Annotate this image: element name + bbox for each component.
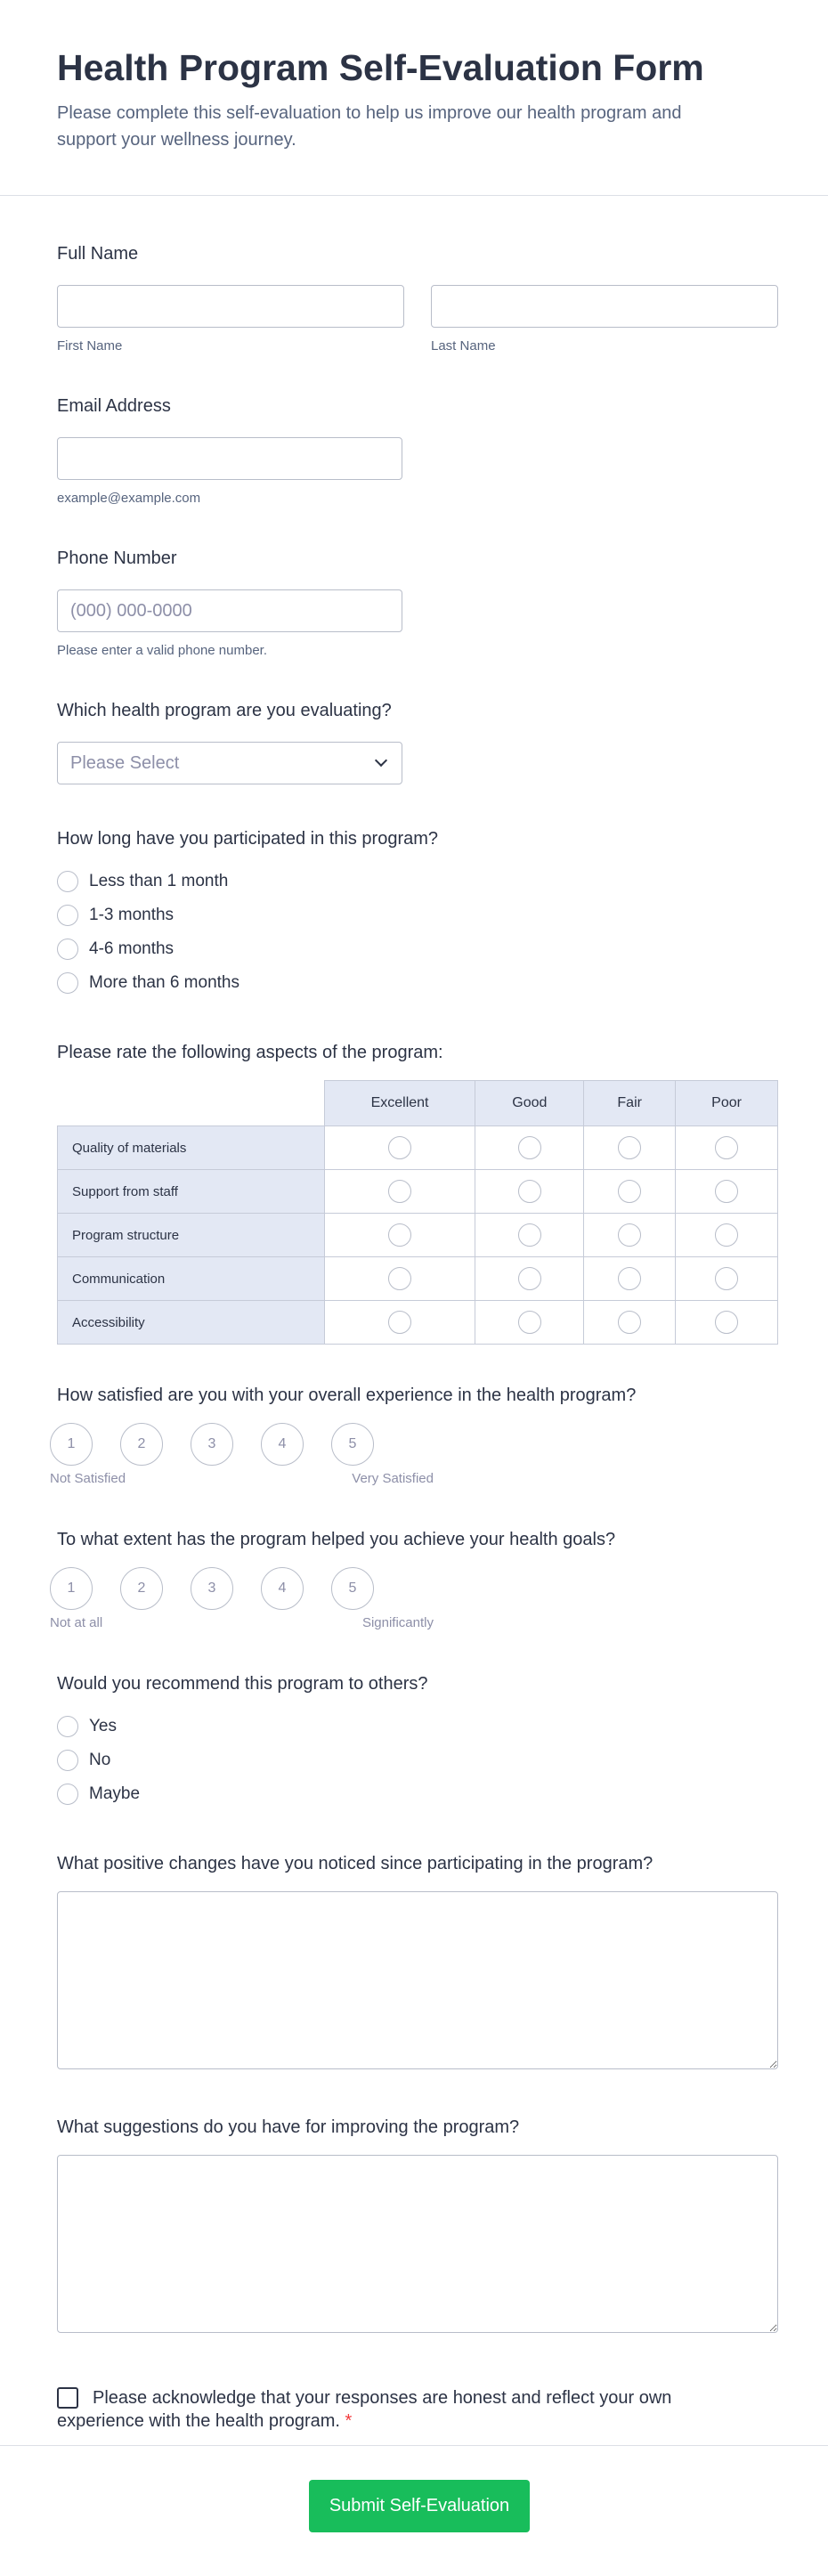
goals-scale bbox=[50, 1567, 778, 1610]
acknowledge-text bbox=[57, 2386, 680, 2433]
matrix-cell bbox=[676, 1126, 778, 1170]
radio-button[interactable] bbox=[57, 1784, 78, 1805]
phone-input[interactable] bbox=[57, 589, 402, 632]
scale-option[interactable]: 1 bbox=[50, 1567, 93, 1610]
matrix-column-header: Good bbox=[475, 1081, 584, 1126]
phone-sublabel: Please enter a valid phone number. bbox=[57, 643, 267, 658]
scale-option[interactable]: 2 bbox=[120, 1423, 163, 1466]
duration-label: How long have you participated in this program? bbox=[57, 829, 439, 849]
email-section bbox=[57, 394, 778, 506]
scale-low-label: Not at all bbox=[50, 1615, 103, 1630]
name-row bbox=[57, 285, 778, 353]
radio-button[interactable] bbox=[518, 1223, 541, 1247]
matrix-cell bbox=[584, 1301, 676, 1345]
matrix-row bbox=[58, 1214, 778, 1257]
positive-changes-label: What positive changes have you noticed since participating in the program? bbox=[57, 1854, 653, 1873]
full-name-section bbox=[57, 242, 778, 353]
radio-button[interactable] bbox=[618, 1180, 641, 1203]
matrix-cell bbox=[584, 1170, 676, 1214]
matrix-cell bbox=[324, 1301, 475, 1345]
duration-option-label: 1-3 months bbox=[89, 906, 175, 924]
scale-low-label: Not Satisfied bbox=[50, 1471, 126, 1486]
rating-matrix bbox=[57, 1080, 778, 1345]
matrix-cell bbox=[324, 1170, 475, 1214]
radio-button[interactable] bbox=[388, 1180, 411, 1203]
scale-option[interactable]: 2 bbox=[120, 1567, 163, 1610]
radio-button[interactable] bbox=[618, 1223, 641, 1247]
duration-option[interactable] bbox=[57, 932, 778, 966]
matrix-row-label: Support from staff bbox=[58, 1170, 325, 1214]
matrix-row-label: Communication bbox=[58, 1257, 325, 1301]
radio-button[interactable] bbox=[618, 1311, 641, 1334]
matrix-cell bbox=[475, 1301, 584, 1345]
radio-button[interactable] bbox=[57, 905, 78, 926]
full-name-label: Full Name bbox=[57, 244, 139, 264]
recommend-option-label: Maybe bbox=[89, 1784, 141, 1803]
matrix-cell bbox=[584, 1214, 676, 1257]
rating-section bbox=[57, 1041, 778, 1345]
matrix-cell bbox=[324, 1257, 475, 1301]
radio-button[interactable] bbox=[57, 871, 78, 892]
duration-option[interactable] bbox=[57, 966, 778, 1000]
matrix-row bbox=[58, 1126, 778, 1170]
matrix-row-label: Quality of materials bbox=[58, 1126, 325, 1170]
matrix-header-row bbox=[58, 1081, 778, 1126]
radio-button[interactable] bbox=[57, 972, 78, 994]
duration-section bbox=[57, 827, 778, 1000]
radio-button[interactable] bbox=[518, 1136, 541, 1159]
positive-changes-textarea[interactable] bbox=[57, 1891, 778, 2069]
matrix-row bbox=[58, 1170, 778, 1214]
satisfaction-section bbox=[50, 1384, 778, 1492]
recommend-section bbox=[57, 1672, 778, 1811]
form-body bbox=[0, 242, 828, 2433]
email-sublabel: example@example.com bbox=[57, 491, 201, 506]
scale-high-label: Very Satisfied bbox=[352, 1471, 434, 1486]
first-name-col bbox=[57, 285, 404, 353]
required-mark: * bbox=[345, 2411, 353, 2431]
acknowledge-section bbox=[57, 2386, 778, 2433]
form-footer bbox=[0, 2445, 828, 2576]
email-input[interactable] bbox=[57, 437, 402, 480]
radio-button[interactable] bbox=[57, 1716, 78, 1737]
submit-button[interactable]: Submit Self-Evaluation bbox=[309, 2480, 530, 2532]
scale-option[interactable]: 4 bbox=[261, 1423, 304, 1466]
phone-section bbox=[57, 547, 778, 658]
radio-button[interactable] bbox=[388, 1311, 411, 1334]
first-name-input[interactable] bbox=[57, 285, 404, 328]
scale-option[interactable]: 1 bbox=[50, 1423, 93, 1466]
duration-option[interactable] bbox=[57, 865, 778, 898]
suggestions-section bbox=[57, 2116, 778, 2333]
program-label: Which health program are you evaluating? bbox=[57, 701, 392, 720]
last-name-col bbox=[431, 285, 778, 353]
phone-label: Phone Number bbox=[57, 549, 177, 568]
duration-option-label: 4-6 months bbox=[89, 939, 175, 958]
matrix-cell bbox=[475, 1126, 584, 1170]
radio-button[interactable] bbox=[388, 1136, 411, 1159]
matrix-corner bbox=[58, 1081, 325, 1126]
radio-button[interactable] bbox=[388, 1223, 411, 1247]
radio-button[interactable] bbox=[715, 1223, 738, 1247]
matrix-row-label: Accessibility bbox=[58, 1301, 325, 1345]
recommend-label: Would you recommend this program to others? bbox=[57, 1674, 428, 1694]
duration-option[interactable] bbox=[57, 898, 778, 932]
recommend-option[interactable] bbox=[57, 1743, 778, 1777]
matrix-cell bbox=[475, 1214, 584, 1257]
scale-option[interactable]: 4 bbox=[261, 1567, 304, 1610]
radio-button[interactable] bbox=[518, 1180, 541, 1203]
satisfaction-label: How satisfied are you with your overall experience in the health program? bbox=[57, 1386, 637, 1405]
scale-option[interactable]: 3 bbox=[191, 1423, 233, 1466]
positive-changes-section bbox=[57, 1852, 778, 2069]
program-section bbox=[57, 699, 778, 784]
program-select[interactable] bbox=[57, 742, 402, 784]
email-label: Email Address bbox=[57, 396, 171, 416]
form-subtitle: Please complete this self-evaluation to help us improve our health program and support your wellness journey. bbox=[57, 103, 682, 150]
recommend-option-label: Yes bbox=[89, 1717, 117, 1735]
radio-button[interactable] bbox=[518, 1267, 541, 1290]
scale-option[interactable]: 5 bbox=[331, 1423, 374, 1466]
form-title: Health Program Self-Evaluation Form bbox=[57, 47, 704, 88]
matrix-cell bbox=[324, 1126, 475, 1170]
radio-button[interactable] bbox=[388, 1267, 411, 1290]
first-name-sublabel: First Name bbox=[57, 338, 123, 353]
chevron-down-icon bbox=[375, 754, 387, 767]
matrix-row-label: Program structure bbox=[58, 1214, 325, 1257]
matrix-column-header: Fair bbox=[584, 1081, 676, 1126]
acknowledge-row bbox=[57, 2386, 680, 2433]
matrix-row bbox=[58, 1257, 778, 1301]
matrix-cell bbox=[676, 1301, 778, 1345]
matrix-cell bbox=[475, 1170, 584, 1214]
form-header bbox=[0, 0, 828, 196]
goals-section bbox=[50, 1528, 778, 1637]
goals-scale-labels bbox=[50, 1615, 434, 1637]
satisfaction-scale-labels bbox=[50, 1471, 434, 1492]
scale-high-label: Significantly bbox=[361, 1615, 434, 1630]
matrix-cell bbox=[676, 1170, 778, 1214]
scale-option[interactable]: 5 bbox=[331, 1567, 374, 1610]
duration-options bbox=[57, 865, 778, 1000]
recommend-option[interactable] bbox=[57, 1777, 778, 1811]
radio-button[interactable] bbox=[715, 1311, 738, 1334]
matrix-cell bbox=[475, 1257, 584, 1301]
radio-button[interactable] bbox=[715, 1267, 738, 1290]
matrix-cell bbox=[324, 1214, 475, 1257]
matrix-row bbox=[58, 1301, 778, 1345]
radio-button[interactable] bbox=[518, 1311, 541, 1334]
suggestions-textarea[interactable] bbox=[57, 2155, 778, 2333]
rating-label: Please rate the following aspects of the program: bbox=[57, 1043, 443, 1062]
duration-option-label: More than 6 months bbox=[89, 973, 239, 992]
recommend-options bbox=[57, 1710, 778, 1811]
suggestions-label: What suggestions do you have for improving the program? bbox=[57, 2117, 520, 2137]
matrix-cell bbox=[676, 1257, 778, 1301]
matrix-cell bbox=[676, 1214, 778, 1257]
recommend-option[interactable] bbox=[57, 1710, 778, 1743]
radio-button[interactable] bbox=[715, 1136, 738, 1159]
matrix-column-header: Excellent bbox=[324, 1081, 475, 1126]
last-name-input[interactable] bbox=[431, 285, 778, 328]
last-name-sublabel: Last Name bbox=[431, 338, 496, 353]
radio-button[interactable] bbox=[618, 1136, 641, 1159]
radio-button[interactable] bbox=[57, 1750, 78, 1771]
matrix-cell bbox=[584, 1126, 676, 1170]
radio-button[interactable] bbox=[618, 1267, 641, 1290]
duration-option-label: Less than 1 month bbox=[89, 872, 229, 890]
radio-button[interactable] bbox=[715, 1180, 738, 1203]
recommend-option-label: No bbox=[89, 1751, 111, 1769]
program-select-value: Please Select bbox=[70, 752, 180, 773]
scale-option[interactable]: 3 bbox=[191, 1567, 233, 1610]
satisfaction-scale bbox=[50, 1423, 778, 1466]
matrix-column-header: Poor bbox=[676, 1081, 778, 1126]
radio-button[interactable] bbox=[57, 939, 78, 960]
acknowledge-label: Please acknowledge that your responses are honest and reflect your own experience with the health program. bbox=[57, 2388, 672, 2431]
goals-label: To what extent has the program helped you achieve your health goals? bbox=[57, 1530, 616, 1549]
matrix-cell bbox=[584, 1257, 676, 1301]
